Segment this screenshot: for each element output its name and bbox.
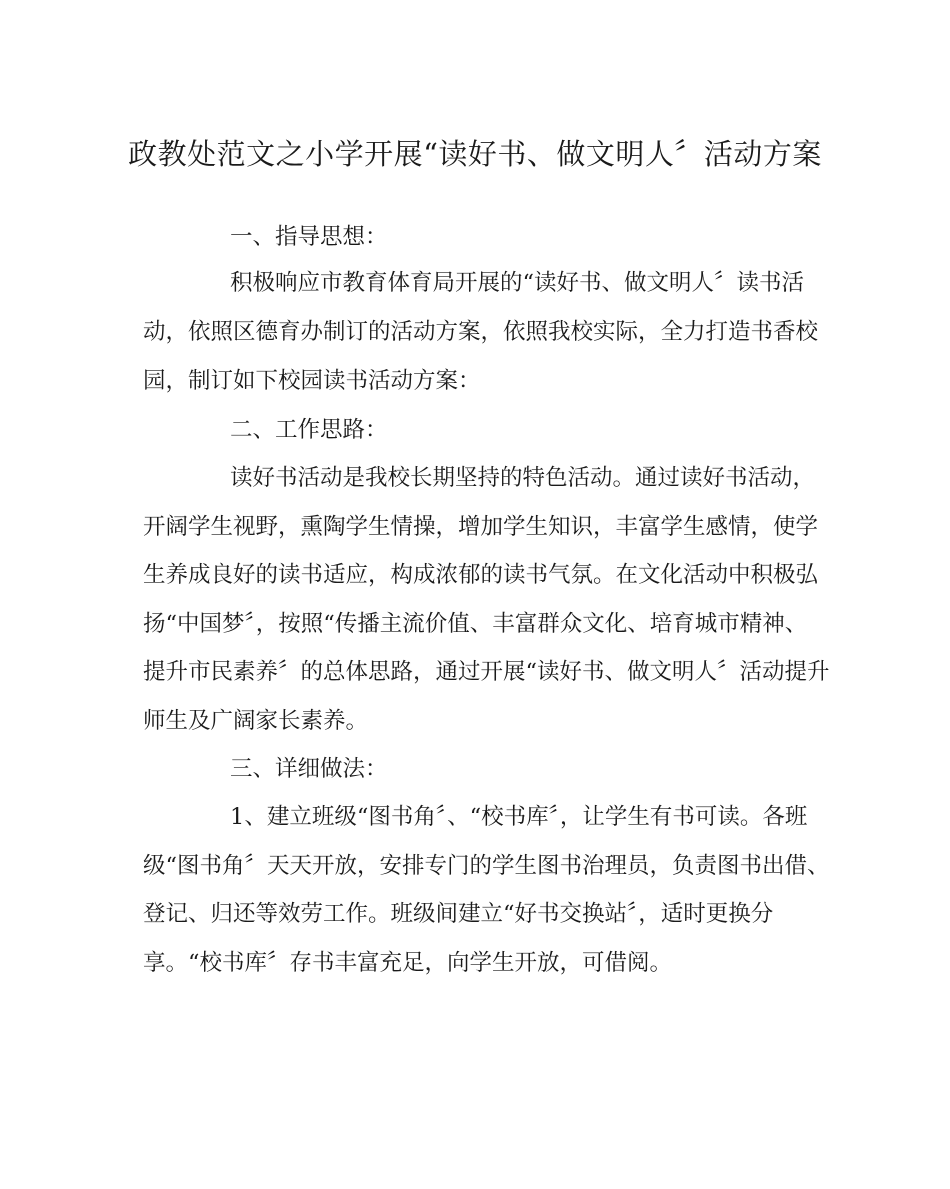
paragraph-line: 扬“中国梦〞，按照“传播主流价值、丰富群众文化、培育城市精神、 bbox=[143, 611, 808, 637]
paragraph-line: 级“图书角〞天天开放，安排专门的学生图书治理员，负责图书出借、 bbox=[143, 853, 830, 879]
paragraph-line: 享。“校书库〞存书丰富充足，向学生开放，可借阅。 bbox=[143, 950, 673, 976]
paragraph-line: 登记、归还等效劳工作。班级间建立“好书交换站〞，适时更换分 bbox=[143, 901, 774, 927]
document-title: 政教处范文之小学开展“读好书、做文明人〞活动方案 bbox=[128, 137, 822, 171]
section-heading-work-approach: 二、工作思路： bbox=[230, 417, 388, 443]
paragraph-line: 读好书活动是我校长期坚持的特色活动。通过读好书活动， bbox=[230, 465, 816, 491]
paragraph-line: 提升市民素养〞的总体思路，通过开展“读好书、做文明人〞活动提升 bbox=[143, 659, 830, 685]
paragraph-line: 开阔学生视野，熏陶学生情操，增加学生知识，丰富学生感情，使学 bbox=[143, 514, 819, 540]
paragraph-line: 园，制订如下校园读书活动方案： bbox=[143, 368, 481, 394]
paragraph-line: 动，依照区德育办制订的活动方案，依照我校实际，全力打造书香校 bbox=[143, 319, 819, 345]
paragraph-line: 积极响应市教育体育局开展的“读好书、做文明人〞读书活 bbox=[230, 270, 805, 296]
paragraph-line: 1、建立班级“图书角〞、“校书库〞，让学生有书可读。各班 bbox=[230, 804, 808, 830]
paragraph-line: 生养成良好的读书适应，构成浓郁的读书气氛。在文化活动中积极弘 bbox=[143, 562, 819, 588]
section-heading-guiding-thought: 一、指导思想： bbox=[230, 224, 388, 250]
section-heading-detailed-methods: 三、详细做法： bbox=[230, 756, 388, 782]
paragraph-line: 师生及广阔家长素养。 bbox=[143, 708, 369, 734]
